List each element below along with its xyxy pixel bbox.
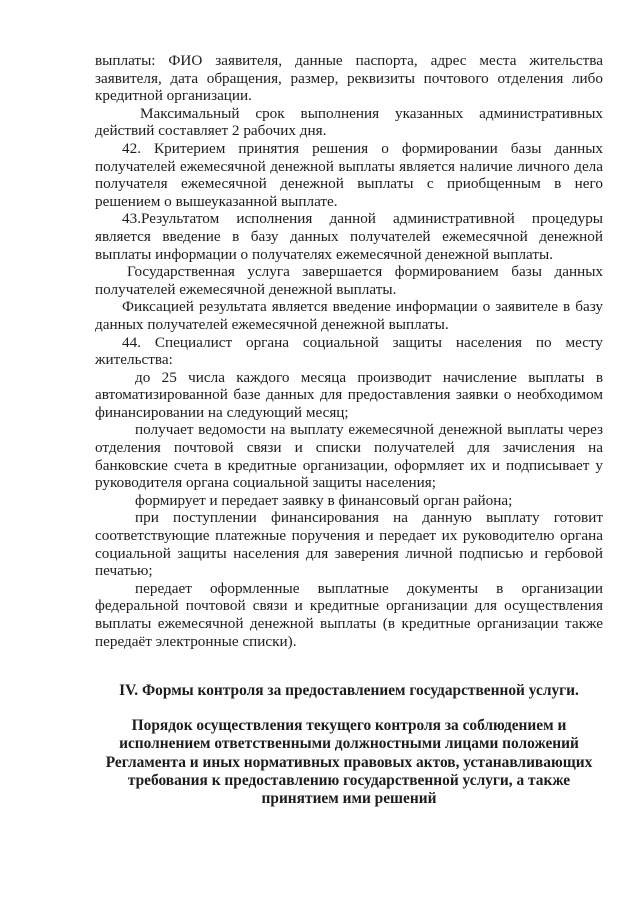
list-item-payment-orders: при поступлении финансирования на данную выплату готовит соответствующие платежные поручения и передает их руководителю органа социальной защиты населения для заверения личной подписью и гербовой печатью;	[95, 509, 603, 580]
subsection-heading: Порядок осуществления текущего контроля за соблюдением и исполнением ответственными должностными лицами положений Регламента и иных нормативных правовых актов, устанавливающих требования к предоставлению государственной услуги, а также принятием ими решений	[105, 717, 593, 808]
list-item-accrual: до 25 числа каждого месяца производит начисление выплаты в автоматизированной базе данных для предоставления заявки о необходимом финансировании на следующий месяц;	[95, 368, 603, 421]
paragraph-max-duration: Максимальный срок выполнения указанных административных действий составляет 2 рабочих дня.	[95, 104, 603, 140]
list-item-statements: получает ведомости на выплату ежемесячной денежной выплаты через отделения почтовой связи и списки получателей для зачисления на банковские счета в кредитные организации, оформляет их и подписывает у руководителя органа социальной защиты населения;	[95, 421, 603, 492]
paragraph-payment-details: выплаты: ФИО заявителя, данные паспорта, адрес места жительства заявителя, дата обращения, размер, реквизиты почтового отделения либо кредитной организации.	[95, 52, 603, 105]
paragraph-service-completion: Государственная услуга завершается формированием базы данных получателей ежемесячной денежной выплаты.	[95, 263, 603, 298]
document-body	[95, 52, 603, 650]
paragraph-43: 43.Результатом исполнения данной административной процедуры является введение в базу данных получателей ежемесячной денежной выплаты информации о получателях ежемесячной денежной выплаты.	[95, 210, 603, 263]
list-item-request: формирует и передает заявку в финансовый орган района;	[135, 491, 513, 509]
paragraph-42: 42. Критерием принятия решения о формировании базы данных получателей ежемесячной денежной выплаты является наличие личного дела получателя ежемесячной денежной выплаты с приобщенным в него решением о вышеуказанной выплате.	[95, 139, 603, 210]
paragraph-44: 44. Специалист органа социальной защиты населения по месту жительства:	[95, 333, 603, 369]
section-heading: IV. Формы контроля за предоставлением государственной услуги.	[119, 682, 579, 699]
paragraph-result-fixation: Фиксацией результата является введение информации о заявителе в базу данных получателей ежемесячной денежной выплаты.	[95, 298, 603, 333]
list-item-transfer-documents: передает оформленные выплатные документы в организации федеральной почтовой связи и кредитные организации для осуществления выплаты ежемесячной денежной выплаты (в кредитные организации также передаёт электронные списки).	[95, 579, 603, 650]
